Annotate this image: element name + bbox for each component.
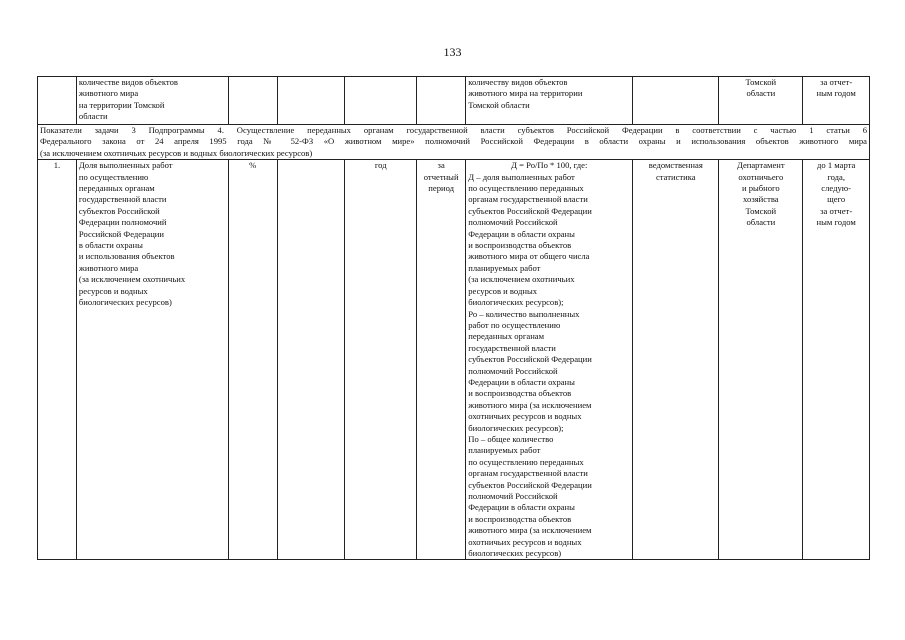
text-line: ресурсов и водных xyxy=(78,285,148,296)
text-line: области xyxy=(746,217,776,228)
text-line: статистика xyxy=(655,171,696,182)
table-row-indicator-1 xyxy=(38,160,870,560)
formula-line: По – общее количество xyxy=(468,433,554,444)
formula-line: субъектов Российской Федерации xyxy=(468,479,592,490)
text-line: (за исключением охотничьих xyxy=(78,274,186,285)
cell-indicator-name xyxy=(76,160,228,560)
text-line: государственной власти xyxy=(78,194,167,205)
cell-unit: % xyxy=(228,160,277,560)
formula-line: животного мира (за исключением xyxy=(468,399,592,410)
cell-responsible xyxy=(719,77,803,125)
formula-line: полномочий Российской xyxy=(468,217,558,228)
formula-line: Д – доля выполненных работ xyxy=(468,171,575,182)
formula-line: субъектов Российской Федерации xyxy=(468,205,592,216)
page-number: 133 xyxy=(443,45,462,59)
cell-responsible xyxy=(719,160,803,560)
text-line: за xyxy=(437,160,445,171)
indicator-table xyxy=(37,76,870,560)
text-line: биологических ресурсов) xyxy=(78,297,172,308)
formula-line: субъектов Российской Федерации xyxy=(468,354,592,365)
cell-unit xyxy=(228,77,277,125)
formula-line: по осуществлению переданных xyxy=(468,456,584,467)
cell-frequency xyxy=(345,77,417,125)
text-line: количеству видов объектов xyxy=(468,77,568,87)
formula-line: органам государственной власти xyxy=(468,194,588,205)
cell-source xyxy=(633,160,719,560)
text-line: ным годом xyxy=(816,217,856,228)
formula-line: органам государственной власти xyxy=(468,468,588,479)
text-line: области xyxy=(746,88,776,99)
text-line: на территории Томской xyxy=(78,99,165,110)
task-header-line: (за исключением охотничьих ресурсов и водных биологических ресурсов) xyxy=(40,147,313,158)
formula-line: переданных органам xyxy=(468,331,545,342)
text-line: Доля выполненных работ xyxy=(78,160,173,171)
text-line: охотничьего xyxy=(738,171,784,182)
formula-line: Д = Ро/По * 100, где: xyxy=(511,160,588,171)
formula-line: и воспроизводства объектов xyxy=(468,513,572,524)
text-line: отчетный xyxy=(423,171,459,182)
text-line: период xyxy=(428,183,455,194)
formula-line: охотничьих ресурсов и водных xyxy=(468,411,582,422)
text-line: за отчет- xyxy=(820,205,853,216)
text-line: по осуществлению xyxy=(78,171,149,182)
cell-period xyxy=(417,77,466,125)
formula-line: планируемых работ xyxy=(468,445,541,456)
formula-line: Ро – количество выполненных xyxy=(468,308,580,319)
text-line: года, xyxy=(827,171,846,182)
text-line: ведомственная xyxy=(648,160,703,171)
text-line: количестве видов объектов xyxy=(78,77,178,87)
text-line: ным годом xyxy=(816,88,856,99)
formula-line: животного мира (за исключением xyxy=(468,525,592,536)
text-line: и использования объектов xyxy=(78,251,175,262)
formula-line: ресурсов и водных xyxy=(468,285,538,296)
task-header-row xyxy=(38,125,870,160)
formula-line: государственной власти xyxy=(468,342,556,353)
cell-indicator-name xyxy=(76,77,228,125)
formula-line: полномочий Российской xyxy=(468,365,558,376)
text-line: животного мира на территории xyxy=(468,88,583,99)
text-line: животного мира xyxy=(78,262,139,273)
text-line: следую- xyxy=(821,183,852,194)
text-line: Томской xyxy=(745,205,777,216)
formula-line: охотничьих ресурсов и водных xyxy=(468,536,582,547)
cell-empty xyxy=(277,77,345,125)
text-line: Томской области xyxy=(468,99,530,110)
formula-line: Федерации в области охраны xyxy=(468,502,575,513)
formula-line: животного мира от общего числа xyxy=(468,251,590,262)
text-line: переданных органам xyxy=(78,183,155,194)
text-line: Департамент xyxy=(736,160,785,171)
text-line: хозяйства xyxy=(743,194,779,205)
formula-line: Федерации в области охраны xyxy=(468,228,575,239)
cell-number xyxy=(38,77,77,125)
formula-line: полномочий Российской xyxy=(468,491,558,501)
text-line: Томской xyxy=(745,77,777,87)
text-line: и рыбного xyxy=(741,183,780,194)
formula-line: и воспроизводства объектов xyxy=(468,388,572,399)
formula-line: работ по осуществлению xyxy=(468,319,561,330)
task-header-line: Федерального закона от 24 апреля 1995 года № 52-ФЗ «О животном мире» полномочий Российской Федерации в области охраны и использования объектов животного мира xyxy=(40,136,867,147)
formula-line: по осуществлению переданных xyxy=(468,183,584,194)
text-line: в области охраны xyxy=(78,240,143,251)
cell-source xyxy=(633,77,719,125)
cell-formula xyxy=(466,77,633,125)
text-line: области xyxy=(78,111,108,122)
text-line: Федерации полномочий xyxy=(78,217,167,228)
formula-line: планируемых работ xyxy=(468,262,541,273)
cell-period xyxy=(417,160,466,560)
task-header xyxy=(38,125,870,160)
formula-line: биологических ресурсов); xyxy=(468,297,564,308)
formula-line: биологических ресурсов); xyxy=(468,422,564,433)
formula-line: (за исключением охотничьих xyxy=(468,274,575,285)
cell-deadline xyxy=(803,77,870,125)
text-line: Российской Федерации xyxy=(78,228,165,239)
cell-number: 1. xyxy=(38,160,77,560)
table-row-continuation xyxy=(38,77,870,125)
text-line: животного мира xyxy=(78,88,139,99)
formula-line: Федерации в области охраны xyxy=(468,376,575,387)
cell-deadline xyxy=(803,160,870,560)
formula-line: и воспроизводства объектов xyxy=(468,240,572,251)
text-line: до 1 марта xyxy=(817,160,856,171)
text-line: щего xyxy=(827,194,846,205)
task-header-line: Показатели задачи 3 Подпрограммы 4. Осуществление переданных органам государственной власти субъектов Российской Федерации в соответствии с частью 1 статьи 6 xyxy=(40,125,867,135)
text-line: субъектов Российской xyxy=(78,205,160,216)
cell-empty xyxy=(277,160,345,560)
cell-formula xyxy=(466,160,633,560)
text-line: за отчет- xyxy=(820,77,853,87)
cell-frequency: год xyxy=(345,160,417,560)
formula-line: биологических ресурсов) xyxy=(468,548,562,559)
